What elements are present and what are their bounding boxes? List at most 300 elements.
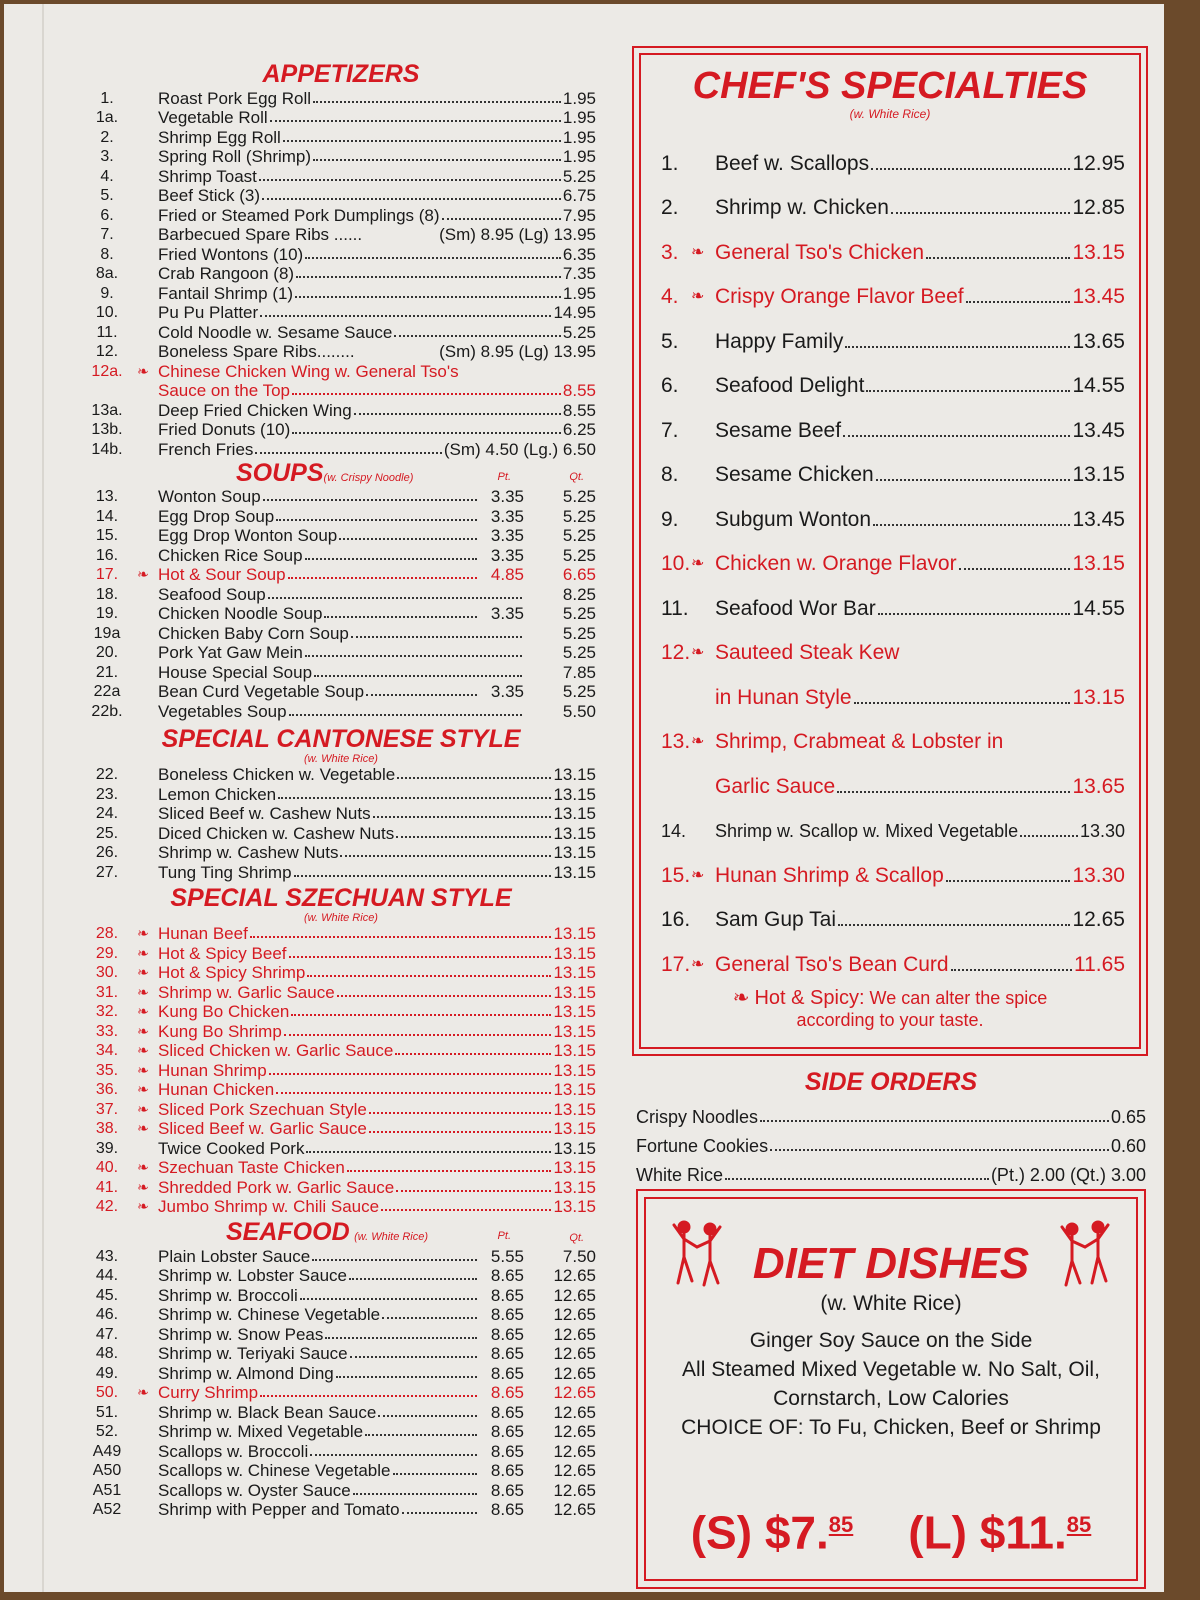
item-price: (Sm) 8.95 (Lg) 13.95 — [439, 342, 596, 361]
diet-line-2: All Steamed Mixed Vegetable w. No Salt, Oil, — [682, 1358, 1100, 1381]
item-name: Hot & Sour Soup — [158, 565, 286, 584]
item-number: 10. — [95, 304, 119, 321]
item-number: 15. — [95, 527, 119, 544]
item-price: 13.15 — [553, 1138, 596, 1158]
item-price-pint: 8.65 — [490, 1480, 524, 1500]
seafood-list — [86, 1246, 596, 1519]
diet-small-cents: 85 — [828, 1511, 854, 1537]
item-price-pint: 5.55 — [490, 1246, 524, 1266]
dot-leader — [262, 198, 561, 200]
diet-line-1: Ginger Soy Sauce on the Side — [749, 1329, 1033, 1352]
item-name: Shrimp w. Chinese Vegetable — [158, 1305, 381, 1324]
menu-item — [86, 682, 596, 702]
chef-item — [661, 843, 1125, 888]
item-name: Fantail Shrimp (1) — [158, 283, 294, 303]
menu-item — [86, 1177, 596, 1197]
dot-leader — [366, 694, 477, 696]
dot-leader — [1020, 835, 1078, 837]
item-price: 13.15 — [553, 1158, 596, 1177]
item-name: Jumbo Shrimp w. Chili Sauce — [158, 1197, 380, 1216]
item-price-quart: 12.65 — [553, 1363, 596, 1383]
item-price-quart: 12.65 — [553, 1324, 596, 1344]
item-price: 13.15 — [553, 963, 596, 982]
item-number: 14. — [661, 821, 687, 841]
dot-leader — [396, 836, 551, 838]
item-name: Sesame Chicken — [715, 463, 874, 486]
item-number: A51 — [92, 1481, 122, 1499]
menu-item — [86, 1021, 596, 1041]
item-number: 19. — [95, 605, 119, 622]
item-number: 30. — [95, 964, 119, 981]
item-number: A50 — [92, 1462, 122, 1479]
item-name: Crispy Orange Flavor Beef — [715, 285, 964, 308]
item-number: 6. — [661, 374, 679, 397]
menu-item — [86, 1002, 596, 1022]
item-price: 14.55 — [1072, 374, 1125, 397]
item-name: Sliced Beef w. Garlic Sauce — [158, 1119, 367, 1138]
item-name: Twice Cooked Pork — [158, 1138, 305, 1158]
chef-item — [661, 576, 1125, 621]
item-number: 6. — [100, 206, 114, 224]
chili-pepper-icon: ❧ — [137, 925, 149, 941]
item-name: Fried or Steamed Pork Dumplings (8) — [158, 205, 440, 225]
item-number: 2. — [661, 196, 679, 219]
item-name: Shrimp w. Black Bean Sauce — [158, 1402, 377, 1422]
diet-large-label: (L) — [908, 1506, 968, 1558]
item-number: 13. — [661, 730, 691, 753]
side-orders-section — [636, 1066, 1146, 1185]
item-name: Shrimp w. Chicken — [715, 196, 889, 219]
item-number: 52. — [95, 1423, 119, 1440]
item-number: 7. — [100, 226, 114, 243]
item-price: (Sm) 4.50 (Lg.) 6.50 — [443, 439, 596, 459]
menu-item — [86, 701, 596, 721]
dot-leader — [378, 1415, 477, 1417]
menu-item — [86, 963, 596, 983]
item-number: 37. — [95, 1100, 119, 1118]
item-number: 44. — [95, 1267, 119, 1284]
menu-item — [86, 342, 596, 362]
item-price: 14.95 — [553, 303, 596, 322]
item-price: 13.15 — [553, 1119, 596, 1138]
item-number: 41. — [95, 1178, 119, 1196]
item-price-pint: 3.35 — [490, 682, 524, 701]
menu-item — [86, 1246, 596, 1266]
dot-leader — [276, 519, 477, 521]
item-price: 1.95 — [562, 127, 596, 147]
item-name: Tung Ting Shrimp — [158, 862, 292, 882]
item-name: Crispy Noodles — [636, 1107, 759, 1127]
chili-pepper-icon: ❧ — [137, 1003, 149, 1019]
item-name: Barbecued Spare Ribs ...... — [158, 225, 363, 244]
item-price: 5.25 — [562, 322, 596, 342]
item-price-pint: 8.65 — [490, 1363, 524, 1383]
dot-leader — [313, 101, 561, 103]
chef-item — [661, 932, 1125, 977]
chef-item — [661, 710, 1125, 755]
chef-item — [661, 754, 1125, 799]
item-price: 13.15 — [553, 1177, 596, 1197]
dot-leader — [270, 120, 561, 122]
diet-small-price — [691, 1500, 854, 1557]
item-name: Sam Gup Tai — [715, 908, 837, 931]
item-price-quart: 12.65 — [553, 1461, 596, 1480]
menu-item — [86, 604, 596, 624]
item-price: (Sm) 8.95 (Lg) 13.95 — [439, 225, 596, 244]
chefs-specialties-note: (w. White Rice) — [849, 107, 931, 121]
seafood-header — [86, 1216, 596, 1246]
item-price-pint: 8.65 — [490, 1266, 524, 1285]
item-price: 13.65 — [1072, 329, 1125, 353]
chili-pepper-icon: ❧ — [691, 644, 705, 661]
item-number: 4. — [661, 285, 679, 308]
item-number: 5. — [100, 187, 114, 204]
item-number: 47. — [95, 1325, 119, 1343]
item-price-pint: 8.65 — [490, 1500, 524, 1519]
seafood-title: SEAFOOD — [226, 1218, 350, 1246]
item-name: Shrimp w. Snow Peas — [158, 1324, 324, 1344]
dot-leader — [966, 301, 1071, 303]
item-price: 13.45 — [1072, 285, 1125, 308]
dot-leader — [276, 1092, 551, 1094]
chili-pepper-icon: ❧ — [137, 1042, 149, 1058]
diet-line-3: Cornstarch, Low Calories — [773, 1387, 1009, 1410]
appetizers-list — [86, 88, 596, 459]
dot-leader — [305, 257, 561, 259]
dot-leader — [312, 1259, 477, 1261]
item-name: Chicken Baby Corn Soup — [158, 623, 349, 643]
item-name: Beef Stick (3) — [158, 186, 261, 205]
item-name: Pork Yat Gaw Mein — [158, 643, 303, 662]
item-price-quart: 5.25 — [562, 526, 596, 545]
spicy-note — [641, 973, 1139, 1031]
chili-pepper-icon: ❧ — [137, 1384, 149, 1400]
item-price: 13.15 — [1072, 240, 1125, 264]
item-name: Fried Donuts (10) — [158, 420, 291, 439]
menu-item — [86, 943, 596, 963]
item-price-quart: 12.65 — [553, 1480, 596, 1500]
item-name: Shrimp w. Cashew Nuts — [158, 843, 339, 862]
item-name: Chinese Chicken Wing w. General Tso's — [158, 361, 459, 381]
menu-item — [86, 823, 596, 843]
dot-leader — [340, 855, 551, 857]
diet-large-price — [908, 1500, 1091, 1557]
item-price-pint: 3.35 — [490, 604, 524, 623]
menu-item — [86, 1119, 596, 1139]
soups-note: (w. Crispy Noodle) — [323, 471, 414, 484]
item-number: 17. — [661, 952, 691, 976]
menu-item — [86, 1060, 596, 1080]
left-column — [86, 60, 596, 1519]
szechuan-note: (w. White Rice) — [304, 911, 378, 924]
item-number: 1a. — [95, 109, 119, 126]
dot-leader — [260, 1395, 477, 1397]
dot-leader — [395, 1053, 551, 1055]
chili-pepper-icon: ❧ — [137, 362, 149, 379]
dot-leader — [402, 1512, 477, 1514]
szechuan-list — [86, 924, 596, 1217]
dot-leader — [396, 1190, 551, 1192]
item-name: Hot & Spicy Beef — [158, 943, 287, 963]
dot-leader — [891, 212, 1071, 214]
item-price-quart: 5.50 — [562, 701, 596, 721]
item-number: 14b. — [91, 440, 123, 458]
dot-leader — [845, 346, 1070, 348]
item-price: 13.15 — [553, 924, 596, 943]
chili-pepper-icon: ❧ — [691, 955, 705, 973]
item-name: Chicken Rice Soup — [158, 545, 303, 565]
item-price-quart: 12.65 — [553, 1266, 596, 1285]
dot-leader — [349, 1278, 477, 1280]
item-name: Deep Fried Chicken Wing — [158, 400, 352, 420]
dot-leader — [871, 168, 1070, 170]
chili-pepper-icon: ❧ — [137, 1061, 149, 1078]
item-number: 28. — [95, 925, 119, 942]
item-number: 3. — [100, 148, 114, 165]
dot-leader — [394, 335, 561, 337]
item-number: 25. — [95, 824, 119, 842]
menu-item — [86, 166, 596, 186]
item-price: (Pt.) 2.00 (Qt.) 3.00 — [990, 1165, 1146, 1185]
dot-leader — [878, 613, 1071, 615]
item-name: Sliced Beef w. Cashew Nuts — [158, 804, 371, 823]
item-number: 22. — [95, 766, 119, 783]
item-price: 12.85 — [1072, 196, 1125, 219]
item-price: 13.15 — [553, 784, 596, 804]
dancing-couple-icon — [1056, 1217, 1114, 1291]
menu-item — [86, 765, 596, 785]
menu-item — [86, 1500, 596, 1520]
menu-item — [86, 643, 596, 663]
item-name: Vegetable Roll — [158, 108, 268, 127]
item-name: Fried Wontons (10) — [158, 244, 304, 264]
item-name: Chicken Noodle Soup — [158, 604, 323, 623]
dot-leader — [843, 435, 1070, 437]
item-name: Shrimp Toast — [158, 166, 257, 186]
chef-item — [661, 443, 1125, 488]
item-number: 23. — [95, 785, 119, 803]
side-orders-title: SIDE ORDERS — [804, 1068, 978, 1096]
cantonese-note: (w. White Rice) — [304, 752, 378, 765]
item-price: 11.65 — [1074, 952, 1125, 976]
menu-item — [86, 1480, 596, 1500]
item-name: General Tso's Chicken — [715, 240, 925, 264]
menu-item — [86, 303, 596, 323]
dot-leader — [866, 390, 1070, 392]
side-order-item — [636, 1127, 1146, 1156]
item-name: General Tso's Bean Curd — [715, 952, 949, 976]
menu-item — [86, 662, 596, 682]
item-number: 51. — [95, 1403, 119, 1421]
item-price: 13.15 — [553, 1197, 596, 1216]
item-name: Subgum Wonton — [715, 507, 872, 531]
dot-leader — [268, 597, 522, 599]
item-price: 0.65 — [1110, 1107, 1146, 1127]
item-name: Shrimp w. Broccoli — [158, 1285, 298, 1305]
soups-list — [86, 487, 596, 721]
item-number: A52 — [92, 1501, 122, 1518]
menu-item — [86, 283, 596, 303]
menu-item — [86, 1266, 596, 1286]
item-price-quart: 7.50 — [562, 1246, 596, 1266]
menu-item — [86, 205, 596, 225]
item-number: 48. — [95, 1345, 119, 1362]
dot-leader — [373, 816, 552, 818]
item-price-quart: 12.65 — [553, 1441, 596, 1461]
page-fold — [42, 4, 44, 1592]
item-price: 13.15 — [553, 1080, 596, 1099]
dot-leader — [314, 675, 522, 677]
item-number: 35. — [95, 1061, 119, 1079]
chili-pepper-icon: ❧ — [137, 1120, 149, 1136]
menu-item — [86, 1461, 596, 1481]
item-price: 6.35 — [562, 244, 596, 264]
item-name: in Hunan Style — [715, 685, 852, 709]
chili-pepper-icon: ❧ — [137, 964, 149, 980]
dot-leader — [369, 1112, 552, 1114]
diet-small-dollars: $7. — [764, 1506, 829, 1558]
item-price: 13.15 — [553, 804, 596, 823]
dot-leader — [278, 797, 551, 799]
item-name: Hunan Shrimp & Scallop — [715, 863, 944, 887]
item-price: 12.95 — [1072, 151, 1125, 175]
menu-item — [86, 381, 596, 401]
dot-leader — [307, 975, 551, 977]
item-number: 40. — [95, 1159, 119, 1176]
cantonese-title: SPECIAL CANTONESE STYLE — [161, 724, 521, 753]
szechuan-title: SPECIAL SZECHUAN STYLE — [170, 883, 512, 912]
menu-item — [86, 1402, 596, 1422]
item-price: 13.15 — [553, 1060, 596, 1080]
spicy-note-text-1: We can alter the spice — [869, 988, 1048, 1008]
dot-leader — [300, 1298, 477, 1300]
menu-item — [86, 361, 596, 381]
item-number: 3. — [661, 240, 679, 264]
item-price: 13.15 — [1072, 463, 1125, 486]
item-price-quart: 12.65 — [553, 1285, 596, 1305]
item-price: 5.25 — [562, 166, 596, 186]
item-number: 13b. — [91, 421, 123, 438]
item-price-pint: 8.65 — [490, 1402, 524, 1422]
menu-item — [86, 784, 596, 804]
cantonese-list — [86, 765, 596, 882]
dot-leader — [347, 1170, 552, 1172]
item-price: 1.95 — [562, 283, 596, 303]
item-name: Seafood Soup — [158, 584, 266, 604]
item-number: 34. — [95, 1042, 119, 1059]
menu-item — [86, 1363, 596, 1383]
item-name: Diced Chicken w. Cashew Nuts — [158, 823, 395, 843]
diet-dishes-inner-border — [644, 1197, 1138, 1581]
item-price: 13.15 — [553, 982, 596, 1002]
chef-item — [661, 176, 1125, 221]
item-price-quart: 5.25 — [562, 506, 596, 526]
chili-pepper-icon: ❧ — [691, 555, 705, 572]
item-name: Egg Drop Soup — [158, 506, 275, 526]
menu-item — [86, 147, 596, 167]
item-number: 26. — [95, 844, 119, 861]
menu-item — [86, 1383, 596, 1403]
dot-leader — [838, 924, 1070, 926]
dot-leader — [288, 577, 477, 579]
item-name: Seafood Delight — [715, 374, 865, 397]
menu-item — [86, 565, 596, 585]
side-orders-list — [636, 1098, 1146, 1185]
dot-leader — [325, 1337, 477, 1339]
item-price-pint: 8.65 — [490, 1422, 524, 1441]
item-name: Shrimp w. Teriyaki Sauce — [158, 1344, 348, 1363]
item-name: Bean Curd Vegetable Soup — [158, 682, 365, 701]
chef-item — [661, 888, 1125, 933]
item-number: 8. — [661, 463, 679, 486]
item-name: Shrimp with Pepper and Tomato — [158, 1500, 400, 1519]
item-number: 19a — [93, 624, 121, 642]
chili-pepper-icon: ❧ — [137, 1081, 149, 1097]
item-name: Fortune Cookies — [636, 1136, 769, 1156]
item-price-quart: 8.25 — [562, 584, 596, 604]
item-name: French Fries — [158, 439, 254, 459]
item-price-quart: 5.25 — [562, 623, 596, 643]
item-price: 13.15 — [553, 843, 596, 862]
dot-leader — [296, 276, 561, 278]
item-price: 6.25 — [562, 420, 596, 439]
chef-item — [661, 799, 1125, 844]
menu-item — [86, 244, 596, 264]
item-number: 10. — [661, 552, 691, 575]
menu-item — [86, 1080, 596, 1100]
item-name: Shredded Pork w. Garlic Sauce — [158, 1177, 395, 1197]
chefs-specialties-inner-border — [639, 53, 1141, 1049]
item-price: 12.65 — [1072, 908, 1125, 931]
chili-pepper-icon: ❧ — [691, 866, 705, 884]
diet-dishes-box — [636, 1189, 1146, 1589]
item-number: 14. — [95, 507, 119, 525]
chili-pepper-icon: ❧ — [137, 1022, 149, 1039]
item-price-pint: 3.35 — [490, 487, 524, 506]
item-number: 15. — [661, 863, 691, 887]
chili-pepper-icon: ❧ — [691, 733, 705, 750]
item-number: 45. — [95, 1286, 119, 1304]
item-name: Hunan Beef — [158, 924, 248, 943]
menu-item — [86, 322, 596, 342]
item-name: Roast Pork Egg Roll — [158, 88, 312, 108]
menu-item — [86, 1305, 596, 1325]
item-name: Hot & Spicy Shrimp — [158, 963, 306, 982]
item-price-quart: 12.65 — [553, 1500, 596, 1519]
menu-item — [86, 186, 596, 206]
diet-dishes-note: (w. White Rice) — [820, 1292, 962, 1315]
chef-item — [661, 398, 1125, 443]
item-number: 12. — [95, 343, 119, 360]
item-price-quart: 12.65 — [553, 1344, 596, 1363]
chili-pepper-icon: ❧ — [732, 987, 750, 1009]
item-price: 13.15 — [553, 765, 596, 784]
dot-leader — [959, 568, 1071, 570]
item-name: Shrimp w. Scallop w. Mixed Vegetable — [715, 821, 1019, 841]
item-number: 8. — [100, 245, 114, 263]
menu-item — [86, 506, 596, 526]
item-price-quart: 12.65 — [553, 1402, 596, 1422]
dot-leader — [337, 995, 552, 997]
chef-item — [661, 532, 1125, 577]
item-number: 33. — [95, 1022, 119, 1040]
item-name: Hunan Shrimp — [158, 1060, 267, 1080]
item-number: 39. — [95, 1139, 119, 1157]
menu-item — [86, 1285, 596, 1305]
item-price-quart: 12.65 — [553, 1383, 596, 1402]
item-price-pint: 8.65 — [490, 1285, 524, 1305]
menu-item — [86, 1099, 596, 1119]
